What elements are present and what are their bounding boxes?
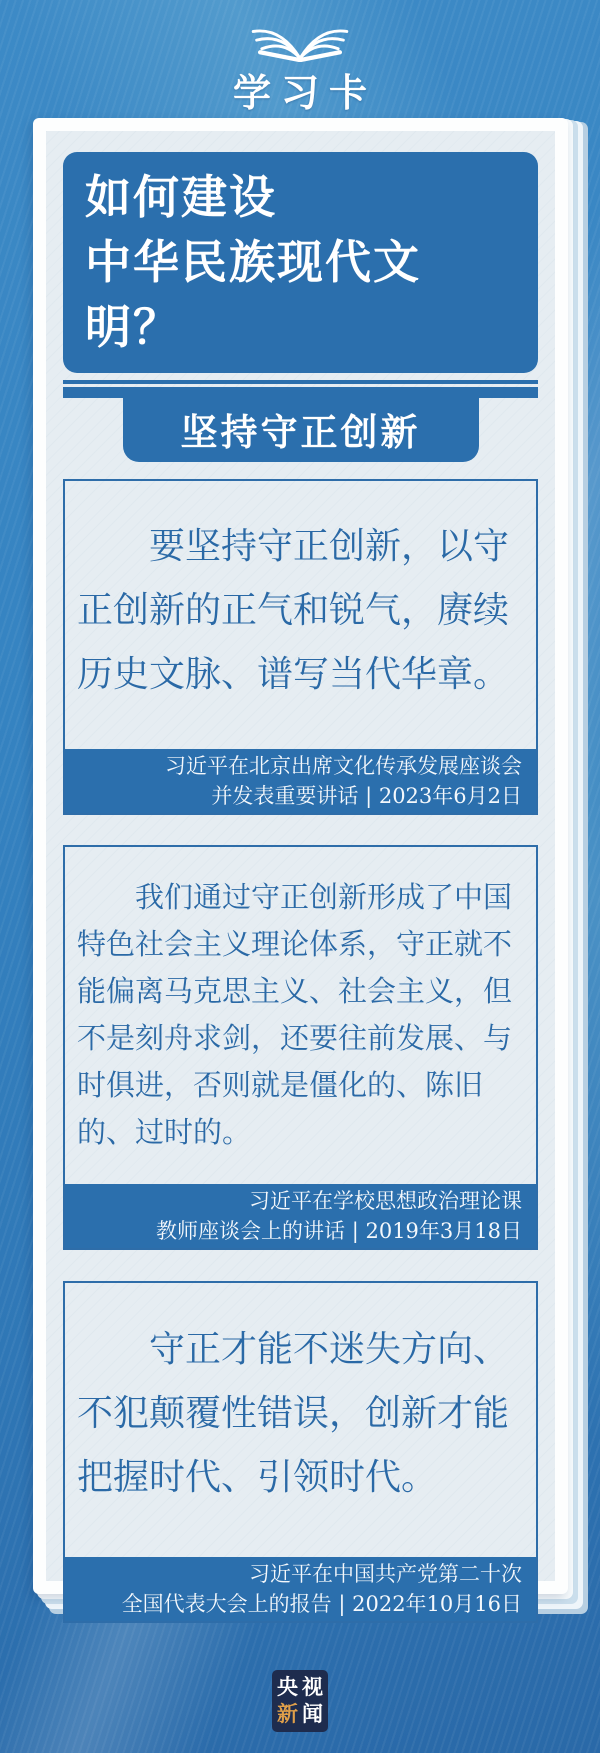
page-title-line1: 如何建设 xyxy=(85,170,277,224)
quote-text: 要坚持守正创新，以守正创新的正气和锐气，赓续历史文脉、谱写当代华章。 xyxy=(77,526,510,695)
quote-source xyxy=(65,749,536,813)
quote-source xyxy=(65,1557,536,1621)
page-title-line2: 中华民族现代文明？ xyxy=(85,235,421,354)
badge-char: 视 xyxy=(302,1675,323,1699)
quote-box-1 xyxy=(63,479,538,815)
card-paper xyxy=(46,131,555,1616)
cctv-news-badge xyxy=(272,1670,328,1732)
section-tab: 坚持守正创新 xyxy=(123,398,479,462)
source-line1: 习近平在学校思想政治理论课 xyxy=(249,1189,522,1213)
quote-box-3 xyxy=(63,1281,538,1623)
logo-text: 学习卡 xyxy=(232,70,377,115)
source-line1: 习近平在中国共产党第二十次 xyxy=(249,1562,522,1586)
badge-char: 新 xyxy=(277,1702,298,1726)
badge-char: 闻 xyxy=(302,1702,323,1726)
divider-thick-rule xyxy=(63,387,538,398)
study-card-logo xyxy=(0,20,600,117)
main-card xyxy=(33,118,568,1616)
quote-text: 守正才能不迷失方向、不犯颠覆性错误，创新才能把握时代、引领时代。 xyxy=(77,1329,510,1498)
divider-thin-rule xyxy=(63,380,538,384)
source-line2: 并发表重要讲话 | 2023年6月2日 xyxy=(211,784,522,808)
quote-box-2 xyxy=(63,845,538,1250)
quote-source xyxy=(65,1184,536,1248)
source-line2: 教师座谈会上的讲话 | 2019年3月18日 xyxy=(156,1219,522,1243)
badge-char: 央 xyxy=(277,1675,298,1699)
source-line1: 习近平在北京出席文化传承发展座谈会 xyxy=(165,754,522,778)
page-title-box xyxy=(63,152,538,373)
quote-text: 我们通过守正创新形成了中国特色社会主义理论体系，守正就不能偏离马克思主义、社会主义，但不是刻舟求剑，还要往前发展、与时俱进，否则就是僵化的、陈旧的、过时的。 xyxy=(77,880,513,1149)
source-line2: 全国代表大会上的报告 | 2022年10月16日 xyxy=(121,1592,522,1616)
open-book-icon xyxy=(248,20,352,62)
